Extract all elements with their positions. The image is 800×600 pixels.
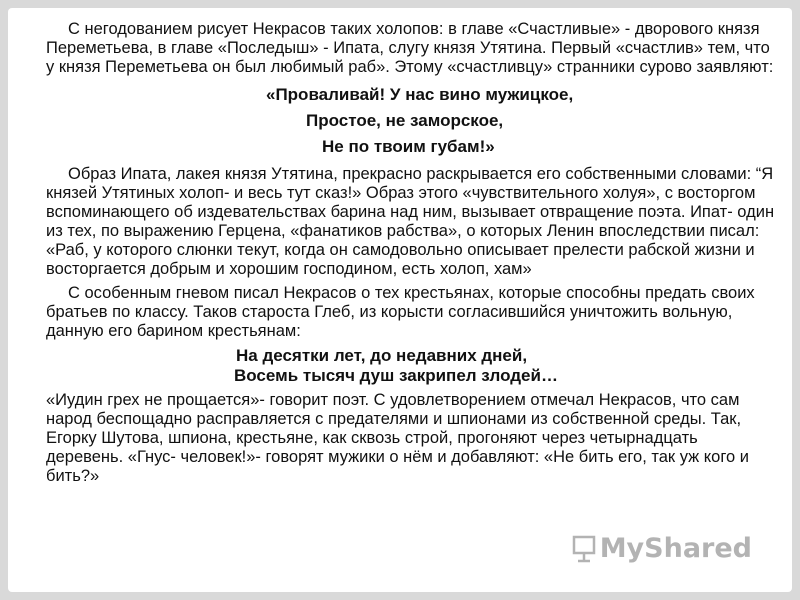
watermark	[572, 533, 752, 564]
verse-1-line-3: Не по твоим губам!»	[322, 137, 495, 156]
verse-2	[46, 346, 776, 386]
verse-1-line-1: «Проваливай! У нас вино мужицкое,	[266, 85, 574, 104]
slide	[8, 8, 792, 592]
verse-2-line-2: Восемь тысяч душ закрипел злодей…	[234, 366, 558, 385]
verse-1-line-2: Простое, не заморское,	[306, 111, 504, 130]
myshared-logo-icon	[572, 535, 596, 563]
paragraph-1: С негодованием рисует Некрасов таких холопов: в главе «Счастливые» - дворового князя Переметьева, в главе «Последыш» - Ипата, слугу князя Утятина. Первый «счастлив» тем, что у князя Переметьева он был любимый раб». Этому «счастливцу» странники сурово заявляют:	[46, 20, 774, 76]
paragraph-2: Образ Ипата, лакея князя Утятина, прекрасно раскрывается его собственными словами: “Я князей Утятиных холоп- и весь тут сказ!» Образ этого «чувствительного холуя», с восторгом вспоминающего об издевательствах барина над ним, вызывает отвращение поэта. Ипат- один из тех, по выражению Герцена, «фанатиков рабства», о которых Ленин впоследствии писал: «Раб, у которого слюнки текут, когда он самодовольно описывает прелести рабской жизни и восторгается добрым и хорошим господином, есть холоп, хам»	[46, 165, 775, 278]
paragraph-4: «Иудин грех не прощается»- говорит поэт. С удовлетворением отмечал Некрасов, что сам народ беспощадно расправляется с предателями и шпионами из собственной среды. Так, Егорку Шутова, шпиона, крестьяне, как сквозь строй, прогоняют через четырнадцать деревень. «Гнус- человек!»- говорят мужики о нём и добавляют: «Не бить его, так уж кого и бить?»	[46, 391, 749, 485]
slide-text	[46, 20, 776, 491]
watermark-text: MyShared	[599, 533, 752, 564]
verse-1	[46, 82, 776, 160]
paragraph-3: С особенным гневом писал Некрасов о тех крестьянах, которые способны предать своих братьев по классу. Таков староста Глеб, из корысти согласившийся уничтожить вольную, данную его барином крестьянам:	[46, 284, 755, 340]
verse-2-line-1: На десятки лет, до недавних дней,	[236, 346, 528, 365]
